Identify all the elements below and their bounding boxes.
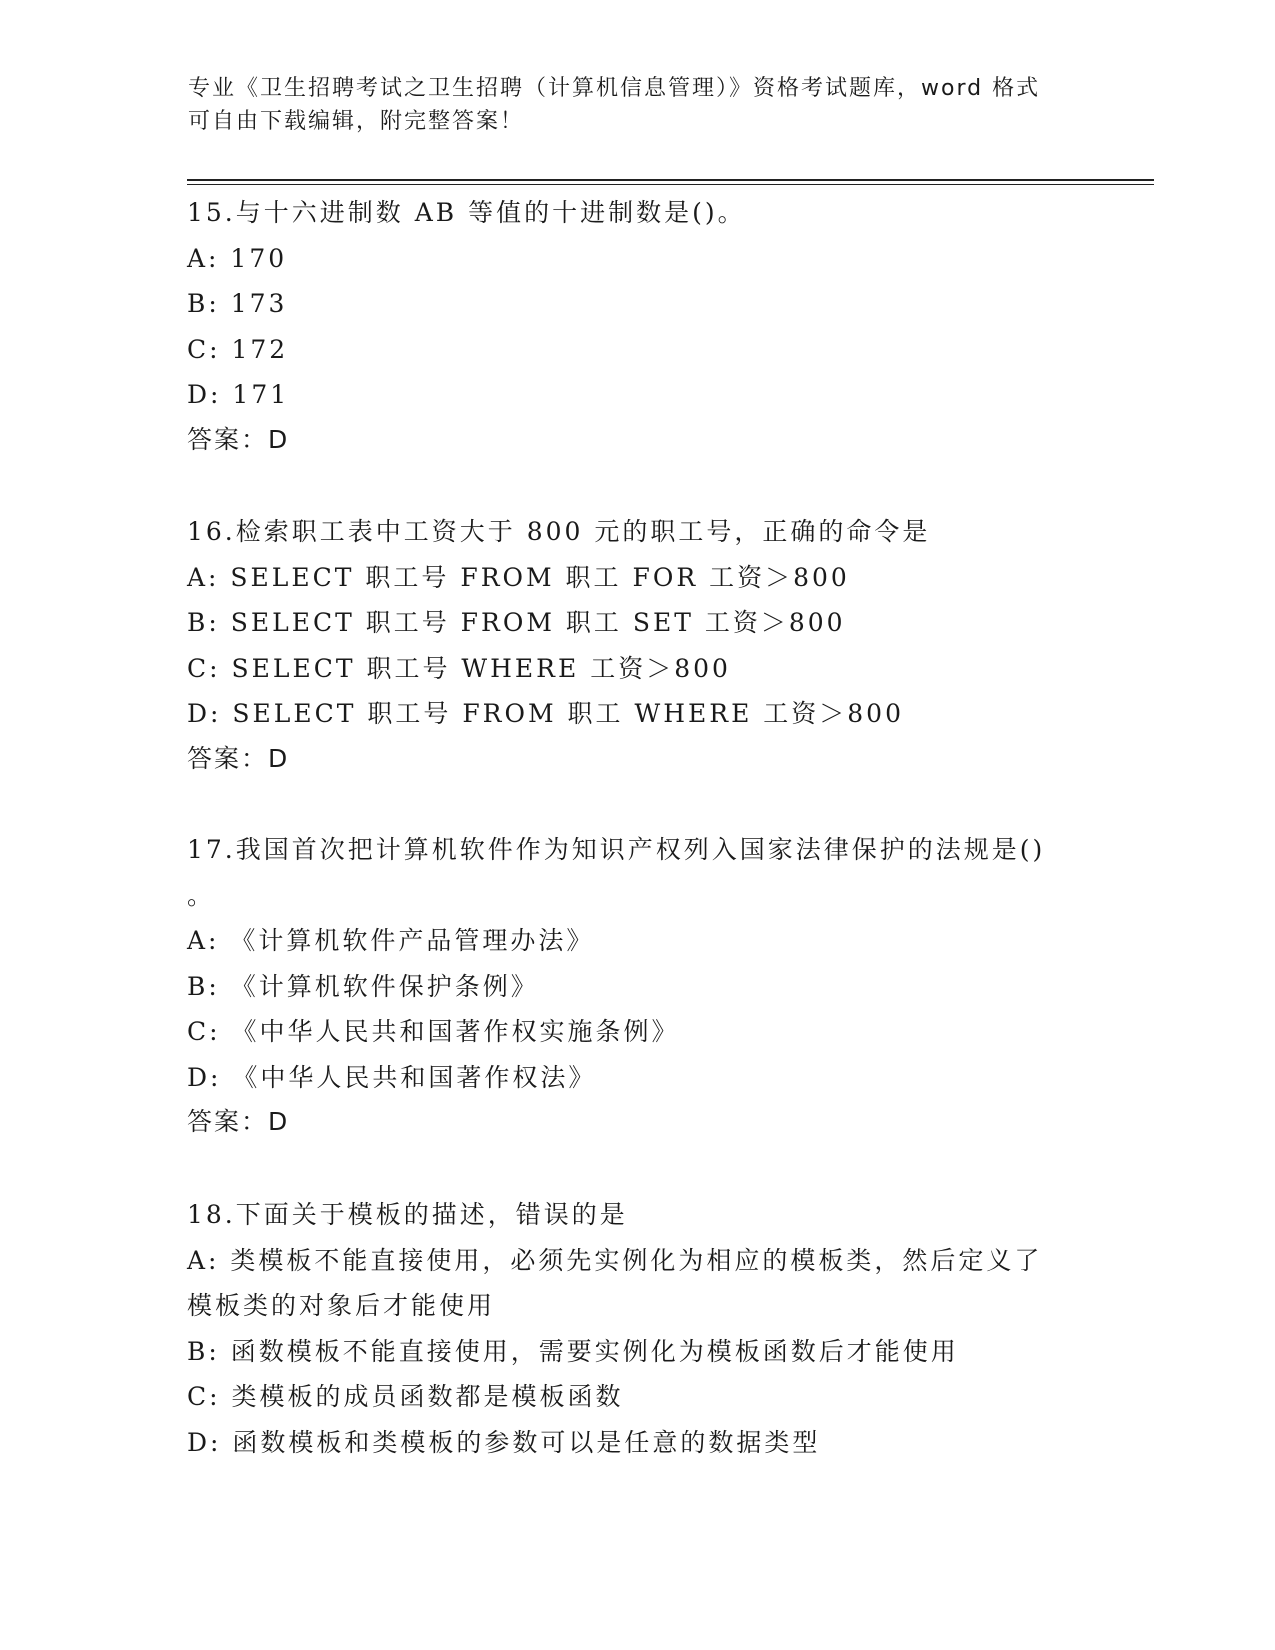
question-stem-continuation: 。 <box>187 880 216 910</box>
option-c: C: 《中华人民共和国著作权实施条例》 <box>187 1017 680 1046</box>
header-divider-thick <box>187 179 1154 181</box>
option-d: D: 《中华人民共和国著作权法》 <box>187 1062 597 1092</box>
question-16 <box>187 509 1087 781</box>
document-header <box>188 72 1068 138</box>
header-line-1: 专业《卫生招聘考试之卫生招聘（计算机信息管理）》资格考试题库，word 格式 <box>188 76 1041 101</box>
option-d: D: 171 <box>187 380 290 409</box>
option-c: C: 172 <box>187 334 289 364</box>
option-d: D: 函数模板和类模板的参数可以是任意的数据类型 <box>187 1427 821 1457</box>
option-d: D: SELECT 职工号 FROM 职工 WHERE 工资＞800 <box>187 699 904 728</box>
header-divider-thin <box>187 184 1154 185</box>
option-a: A: SELECT 职工号 FROM 职工 FOR 工资＞800 <box>187 562 850 592</box>
question-stem: 16.检索职工表中工资大于 800 元的职工号，正确的命令是 <box>187 517 931 546</box>
option-b: B: SELECT 职工号 FROM 职工 SET 工资＞800 <box>187 608 846 637</box>
option-a: A: 170 <box>187 243 288 273</box>
option-a: A: 类模板不能直接使用，必须先实例化为相应的模板类，然后定义了模板类的对象后才能使用 <box>187 1245 1043 1320</box>
header-line-2: 可自由下载编辑，附完整答案！ <box>188 109 525 134</box>
option-c: C: 类模板的成员函数都是模板函数 <box>187 1382 624 1411</box>
option-b: B: 173 <box>187 289 288 318</box>
question-18 <box>187 1192 1087 1465</box>
question-stem: 17.我国首次把计算机软件作为知识产权列入国家法律保护的法规是() <box>187 835 1046 864</box>
option-b: B: 《计算机软件保护条例》 <box>187 971 539 1001</box>
option-c: C: SELECT 职工号 WHERE 工资＞800 <box>187 653 731 683</box>
option-b: B: 函数模板不能直接使用，需要实例化为模板函数后才能使用 <box>187 1336 959 1366</box>
answer-label: 答案：D <box>187 1107 290 1136</box>
question-stem: 15.与十六进制数 AB 等值的十进制数是()。 <box>187 198 746 227</box>
question-15 <box>187 190 1087 462</box>
question-17 <box>187 827 1087 1144</box>
question-stem: 18.下面关于模板的描述，错误的是 <box>187 1200 628 1229</box>
option-a: A: 《计算机软件产品管理办法》 <box>187 926 595 955</box>
answer-label: 答案：D <box>187 743 290 773</box>
answer-label: 答案：D <box>187 424 290 454</box>
